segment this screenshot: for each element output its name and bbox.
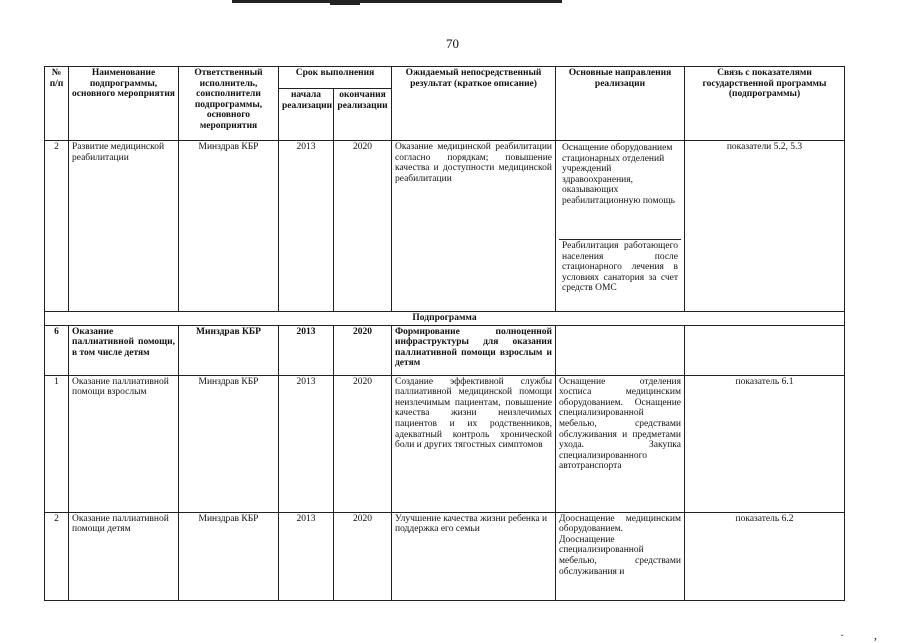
row-result: Оказание медицинской реабилитации согласно порядкам; повышение качества и доступности медицинской реабилитации (392, 141, 556, 312)
row-name: Развитие медицинской реабилитации (69, 141, 179, 312)
direction-item: Оснащение оборудованием стационарных отделений учреждений здравоохранения, оказывающих реабилитационную помощь (562, 143, 675, 206)
row-link: показатель 6.2 (685, 512, 845, 600)
table-row (45, 375, 845, 512)
scan-marks: · , (840, 628, 877, 642)
row-directions: Дооснащение медицинским оборудованием. Дооснащение специализированной мебелью, средствами обслуживания и (556, 512, 685, 600)
row-start: 2013 (279, 141, 334, 312)
table-row (45, 512, 845, 600)
row-start: 2013 (279, 512, 334, 600)
header-result: Ожидаемый непосредственный результат (краткое описание) (392, 67, 556, 141)
header-name: Наименование подпрограммы, основного мероприятия (69, 67, 179, 141)
row-link (685, 325, 845, 375)
row-name: Оказание паллиативной помощи, в том числе детям (69, 325, 179, 375)
row-executor: Минздрав КБР (179, 141, 279, 312)
row-link: показатель 6.1 (685, 375, 845, 512)
row-directions: Оснащение отделения хосписа медицинским оборудованием. Оснащение специализированной мебелью, средствами обслуживания и предметами ухода. Закупка специализированного автотранспорта (556, 375, 685, 512)
row-name: Оказание паллиативной помощи детям (69, 512, 179, 600)
row-num: 1 (45, 375, 69, 512)
header-period: Срок выполнения (279, 67, 392, 89)
header-num: № п/п (45, 67, 69, 141)
row-end: 2020 (334, 512, 392, 600)
program-table (44, 66, 845, 601)
row-end: 2020 (334, 325, 392, 375)
row-end: 2020 (334, 375, 392, 512)
top-edge-mark (232, 0, 562, 3)
row-end: 2020 (334, 141, 392, 312)
top-edge-mark-thick (330, 0, 360, 5)
row-result: Формирование полноценной инфраструктуры для оказания паллиативной помощи взрослым и детям (392, 325, 556, 375)
row-start: 2013 (279, 375, 334, 512)
row-start: 2013 (279, 325, 334, 375)
page-number: 70 (446, 36, 459, 51)
row-result: Создание эффективной службы паллиативной медицинской помощи неизлечимым пациентам, повышение качества жизни неизлечимых пациентов и их родственников, адекватный контроль хронической боли и других тягостных симптомов (392, 375, 556, 512)
header-end: окончания реализации (334, 89, 392, 141)
row-link: показатели 5.2, 5.3 (685, 141, 845, 312)
header-link: Связь с показателями государственной программы (подпрограммы) (685, 67, 845, 141)
header-executor: Ответственный исполнитель, соисполнители подпрограммы, основного мероприятия (179, 67, 279, 141)
header-directions: Основные направления реализации (556, 67, 685, 141)
subprogram-row (45, 312, 845, 326)
row-result: Улучшение качества жизни ребенка и поддержка его семьи (392, 512, 556, 600)
row-num: 2 (45, 141, 69, 312)
row-num: 2 (45, 512, 69, 600)
row-num: 6 (45, 325, 69, 375)
row-directions (556, 325, 685, 375)
header-start: начала реализации (279, 89, 334, 141)
row-executor: Минздрав КБР (179, 325, 279, 375)
row-executor: Минздрав КБР (179, 512, 279, 600)
row-directions (556, 141, 685, 312)
subprogram-label: Подпрограмма (45, 312, 845, 326)
direction-item: Реабилитация работающего населения после стационарного лечения в условиях санатория за счет средств ОМС (559, 239, 681, 295)
row-name: Оказание паллиативной помощи взрослым (69, 375, 179, 512)
table-row (45, 325, 845, 375)
row-executor: Минздрав КБР (179, 375, 279, 512)
table-row (45, 141, 845, 312)
